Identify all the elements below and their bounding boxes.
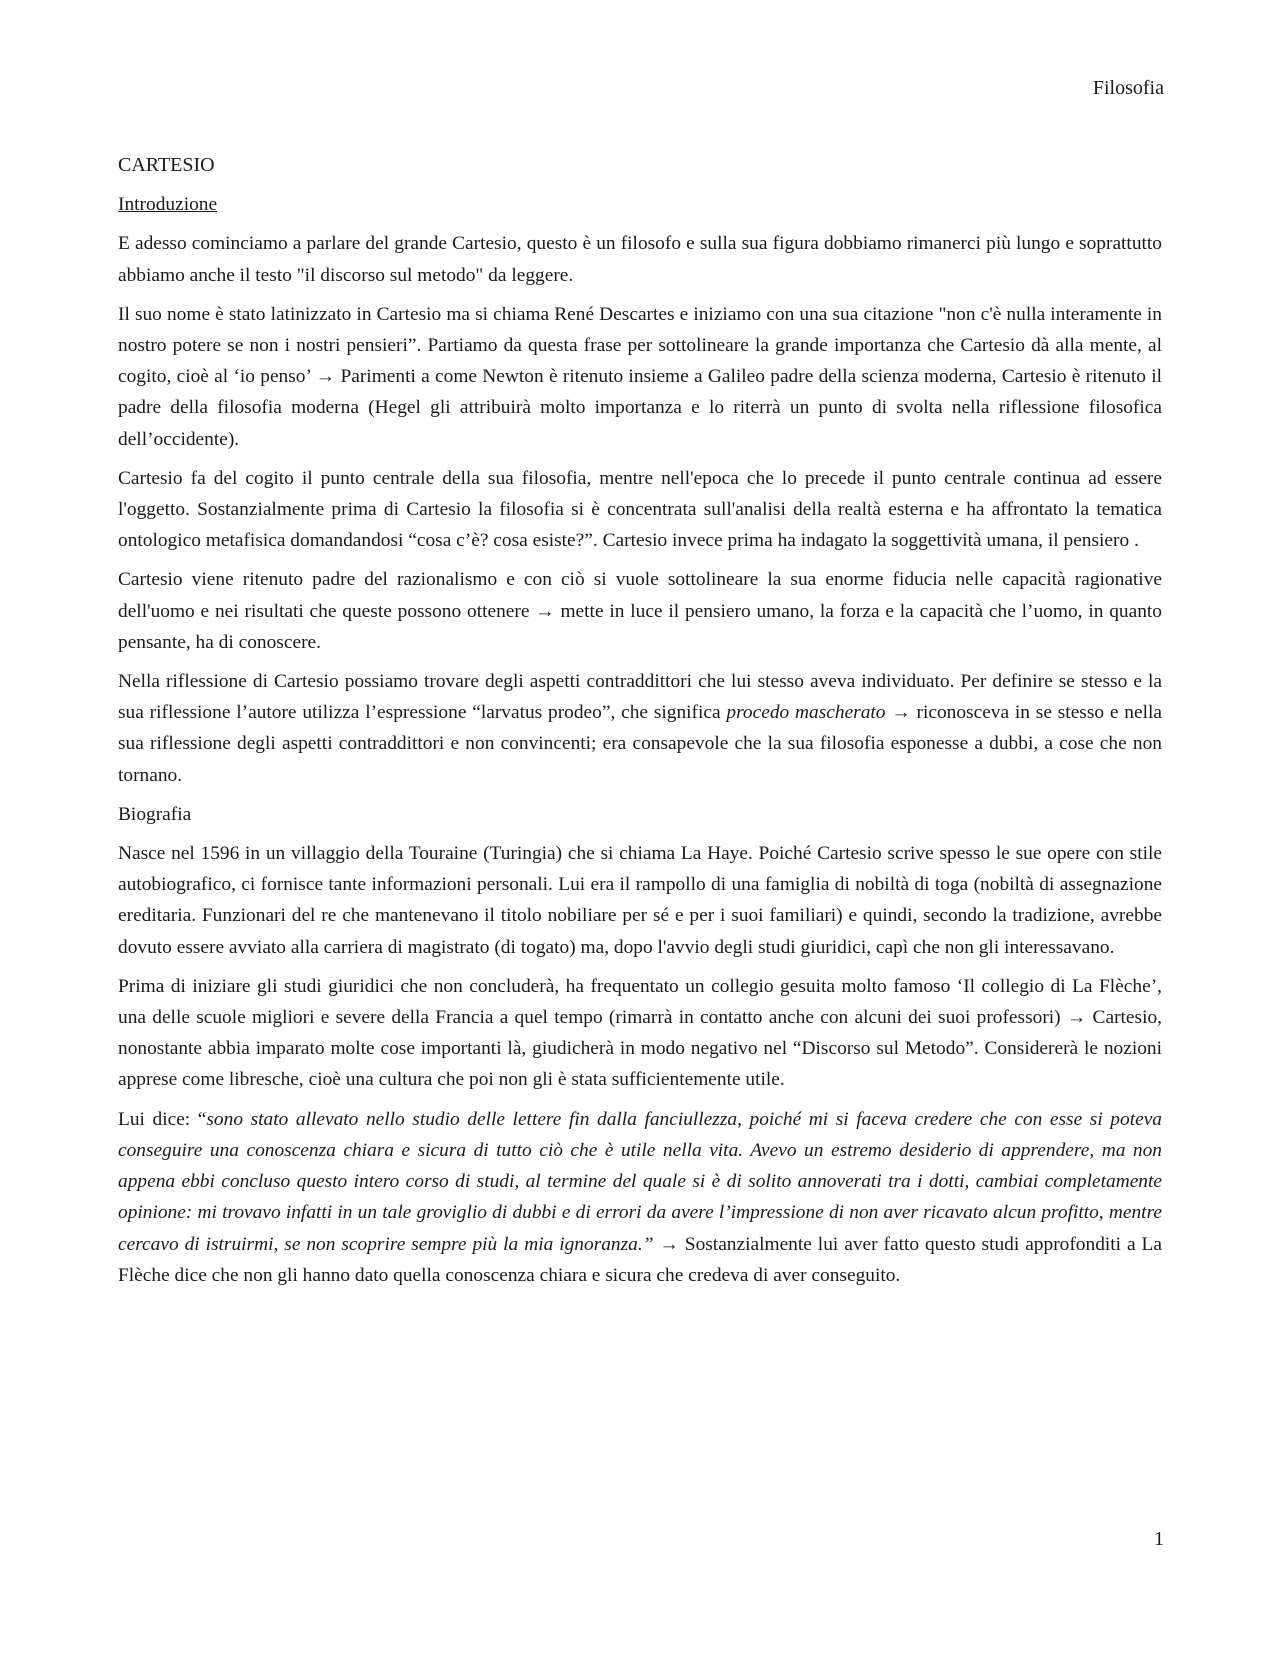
section-heading-introduzione: Introduzione [118, 194, 218, 216]
paragraph-bio-1: Nasce nel 1596 in un villaggio della Touraine (Turingia) che si chiama La Haye. Poiché Cartesio scrive spesso le sue opere con stile autobiografico, ci fornisce tante informazioni personali. Lui era il rampollo di una famiglia di nobiltà di toga (nobiltà di assegnazione ereditaria. Funzionari del re che mantenevano il titolo nobiliare per sé e per i suoi familiari) e quindi, secondo la tradizione, avrebbe dovuto essere avviato alla carriera di magistrato (di togato) ma, dopo l'avvio degli studi giuridici, capì che non gli interessavano. [118, 843, 1162, 958]
document-title: CARTESIO [118, 154, 215, 176]
page-header-subject: Filosofia [1092, 77, 1164, 99]
paragraph-intro-5-text-b: → riconosceva in se stesso e nella sua riflessione degli aspetti contraddittori e non convincenti; era consapevole che la sua filosofia esponesse a dubbi, a cose che non tornano. [118, 702, 1162, 786]
paragraph-intro-3: Cartesio fa del cogito il punto centrale della sua filosofia, mentre nell'epoca che lo precede il punto centrale continua ad essere l'oggetto. Sostanzialmente prima di Cartesio la filosofia si è concentrata sull'analisi della realtà esterna e ha affrontato la tematica ontologico metafisica domandandosi “cosa c’è? cosa esiste?”. Cartesio invece prima ha indagato la soggettività umana, il pensiero . [118, 467, 1162, 552]
paragraph-bio-3-text-b: → Sostanzialmente lui aver fatto questo studi approfonditi a La Flèche dice che non gli hanno dato quella conoscenza chiara e sicura che credeva di aver conseguito. [118, 1233, 1162, 1286]
paragraph-bio-2: Prima di iniziare gli studi giuridici che non concluderà, ha frequentato un collegio gesuita molto famoso ‘Il collegio di La Flèche’, una delle scuole migliori e severe della Francia a quel tempo (rimarrà in contatto anche con alcuni dei suoi professori) → Cartesio, nonostante abbia imparato molte cose importanti là, giudicherà in modo negativo nel “Discorso sul Metodo”. Considererà le nozioni apprese come libresche, cioè una cultura che poi non gli è stata sufficientemente utile. [118, 975, 1162, 1091]
paragraph-bio-3 [118, 1104, 1162, 1291]
paragraph-intro-5-emphasis: procedo mascherato [726, 702, 886, 724]
paragraph-intro-5 [118, 666, 1162, 791]
page-number: 1 [1154, 1528, 1164, 1550]
paragraph-intro-2: Il suo nome è stato latinizzato in Cartesio ma si chiama René Descartes e iniziamo con una sua citazione "non c'è nulla interamente in nostro potere se non i nostri pensieri”. Partiamo da questa frase per sottolineare la grande importanza che Cartesio dà alla mente, al cogito, cioè al ‘io penso’ → Parimenti a come Newton è ritenuto insieme a Galileo padre della scienza moderna, Cartesio è ritenuto il padre della filosofia moderna (Hegel gli attribuirà molto importanza e lo riterrà un punto di svolta nella riflessione filosofica dell’occidente). [118, 303, 1162, 450]
paragraph-intro-4: Cartesio viene ritenuto padre del razionalismo e con ciò si vuole sottolineare la sua enorme fiducia nelle capacità ragionative dell'uomo e nei risultati che queste possono ottenere → mette in luce il pensiero umano, la forza e la capacità che l’uomo, in quanto pensante, ha di conoscere. [118, 569, 1162, 653]
document-body [118, 150, 1162, 1299]
paragraph-bio-3-text-a: Lui dice: “ [118, 1108, 207, 1130]
section-heading-biografia: Biografia [118, 803, 192, 825]
paragraph-intro-1: E adesso cominciamo a parlare del grande Cartesio, questo è un filosofo e sulla sua figura dobbiamo rimanerci più lungo e soprattutto abbiamo anche il testo "il discorso sul metodo" da leggere. [118, 233, 1162, 286]
paragraph-bio-3-quote: sono stato allevato nello studio delle lettere fin dalla fanciullezza, poiché mi si faceva credere che con esse si poteva conseguire una conoscenza chiara e sicura di tutto ciò che è utile nella vita. Avevo un estremo desiderio di apprendere, ma non appena ebbi concluso questo intero corso di studi, al termine del quale si è di solito annoverati tra i dotti, cambiai completamente opinione: mi trovavo infatti in un tale groviglio di dubbi e di errori da avere l’impressione di non aver ricavato alcun profitto, mentre cercavo di istruirmi, se non scoprire sempre più la mia ignoranza.” [118, 1108, 1162, 1255]
paragraph-intro-5-text-a: Nella riflessione di Cartesio possiamo trovare degli aspetti contraddittori che lui stesso aveva individuato. Per definire se stesso e la sua riflessione l’autore utilizza l’espressione “larvatus prodeo”, che significa [118, 671, 1162, 724]
